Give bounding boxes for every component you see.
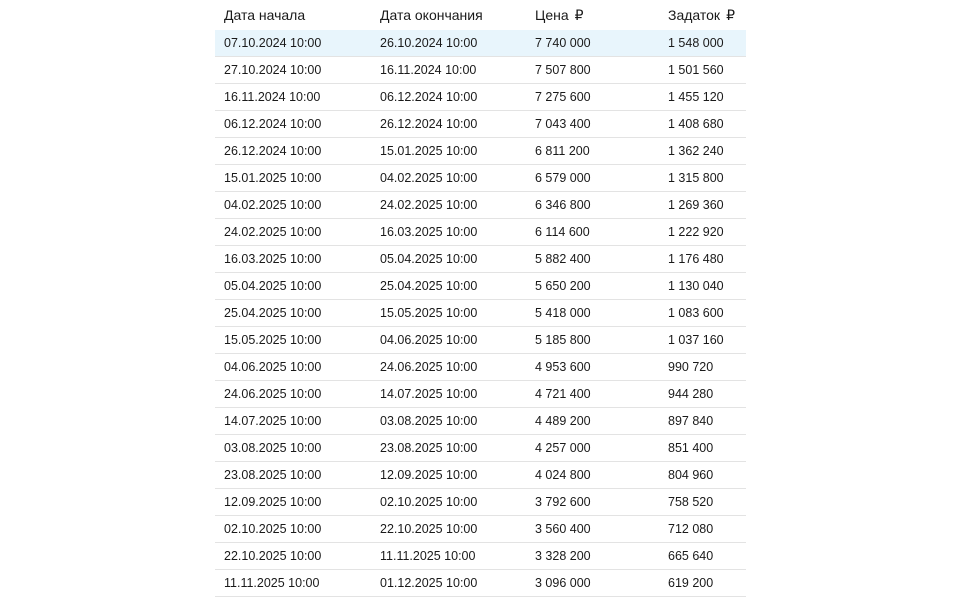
cell-end-date: 24.06.2025 10:00 — [371, 354, 526, 381]
ruble-icon: ₽ — [726, 6, 735, 23]
cell-start-date: 24.02.2025 10:00 — [215, 219, 371, 246]
header-start-date-label: Дата начала — [224, 7, 306, 23]
cell-price: 5 650 200 — [526, 273, 659, 300]
cell-price: 6 579 000 — [526, 165, 659, 192]
table-row — [215, 543, 746, 570]
cell-start-date: 27.10.2024 10:00 — [215, 57, 371, 84]
cell-price: 6 811 200 — [526, 138, 659, 165]
table-row — [215, 354, 746, 381]
cell-price: 5 185 800 — [526, 327, 659, 354]
table-body — [215, 30, 746, 597]
cell-price: 4 024 800 — [526, 462, 659, 489]
table-row — [215, 570, 746, 597]
cell-start-date: 22.10.2025 10:00 — [215, 543, 371, 570]
cell-deposit: 1 269 360 — [659, 192, 746, 219]
cell-start-date: 16.03.2025 10:00 — [215, 246, 371, 273]
cell-end-date: 16.11.2024 10:00 — [371, 57, 526, 84]
cell-deposit: 1 222 920 — [659, 219, 746, 246]
cell-price: 4 489 200 — [526, 408, 659, 435]
cell-start-date: 11.11.2025 10:00 — [215, 570, 371, 597]
cell-price: 3 792 600 — [526, 489, 659, 516]
header-deposit — [659, 0, 746, 30]
cell-deposit: 1 501 560 — [659, 57, 746, 84]
price-schedule-table-wrapper — [215, 0, 746, 597]
cell-price: 5 418 000 — [526, 300, 659, 327]
cell-deposit: 897 840 — [659, 408, 746, 435]
cell-start-date: 25.04.2025 10:00 — [215, 300, 371, 327]
cell-end-date: 26.10.2024 10:00 — [371, 30, 526, 57]
table-header — [215, 0, 746, 30]
cell-deposit: 1 408 680 — [659, 111, 746, 138]
cell-end-date: 25.04.2025 10:00 — [371, 273, 526, 300]
cell-start-date: 16.11.2024 10:00 — [215, 84, 371, 111]
table-row — [215, 408, 746, 435]
table-row — [215, 84, 746, 111]
cell-end-date: 03.08.2025 10:00 — [371, 408, 526, 435]
cell-deposit: 619 200 — [659, 570, 746, 597]
cell-price: 4 721 400 — [526, 381, 659, 408]
table-row — [215, 192, 746, 219]
cell-end-date: 12.09.2025 10:00 — [371, 462, 526, 489]
header-deposit-label: Задаток — [668, 6, 721, 23]
cell-end-date: 04.02.2025 10:00 — [371, 165, 526, 192]
cell-end-date: 24.02.2025 10:00 — [371, 192, 526, 219]
ruble-icon: ₽ — [574, 6, 584, 23]
table-row — [215, 300, 746, 327]
table-row — [215, 489, 746, 516]
cell-deposit: 665 640 — [659, 543, 746, 570]
table-row — [215, 327, 746, 354]
cell-deposit: 1 130 040 — [659, 273, 746, 300]
cell-deposit: 1 362 240 — [659, 138, 746, 165]
table-row — [215, 435, 746, 462]
cell-end-date: 26.12.2024 10:00 — [371, 111, 526, 138]
cell-start-date: 03.08.2025 10:00 — [215, 435, 371, 462]
table-row — [215, 516, 746, 543]
cell-start-date: 23.08.2025 10:00 — [215, 462, 371, 489]
cell-price: 7 275 600 — [526, 84, 659, 111]
cell-start-date: 04.06.2025 10:00 — [215, 354, 371, 381]
header-start-date — [215, 0, 371, 30]
table-row — [215, 57, 746, 84]
cell-end-date: 11.11.2025 10:00 — [371, 543, 526, 570]
cell-price: 6 114 600 — [526, 219, 659, 246]
cell-end-date: 15.05.2025 10:00 — [371, 300, 526, 327]
price-schedule-table — [215, 0, 746, 597]
cell-end-date: 06.12.2024 10:00 — [371, 84, 526, 111]
cell-price: 7 740 000 — [526, 30, 659, 57]
cell-deposit: 1 548 000 — [659, 30, 746, 57]
cell-deposit: 1 176 480 — [659, 246, 746, 273]
cell-start-date: 14.07.2025 10:00 — [215, 408, 371, 435]
table-row — [215, 246, 746, 273]
cell-end-date: 22.10.2025 10:00 — [371, 516, 526, 543]
cell-deposit: 758 520 — [659, 489, 746, 516]
table-row — [215, 219, 746, 246]
cell-price: 7 043 400 — [526, 111, 659, 138]
cell-price: 3 560 400 — [526, 516, 659, 543]
cell-start-date: 26.12.2024 10:00 — [215, 138, 371, 165]
cell-start-date: 02.10.2025 10:00 — [215, 516, 371, 543]
cell-price: 6 346 800 — [526, 192, 659, 219]
cell-start-date: 06.12.2024 10:00 — [215, 111, 371, 138]
cell-start-date: 15.01.2025 10:00 — [215, 165, 371, 192]
table-row — [215, 273, 746, 300]
table-row — [215, 381, 746, 408]
cell-deposit: 804 960 — [659, 462, 746, 489]
cell-price: 4 257 000 — [526, 435, 659, 462]
header-end-date — [371, 0, 526, 30]
cell-deposit: 712 080 — [659, 516, 746, 543]
table-row — [215, 30, 746, 57]
cell-price: 3 096 000 — [526, 570, 659, 597]
cell-end-date: 05.04.2025 10:00 — [371, 246, 526, 273]
cell-deposit: 1 315 800 — [659, 165, 746, 192]
header-end-date-label: Дата окончания — [380, 7, 483, 23]
cell-deposit: 990 720 — [659, 354, 746, 381]
cell-price: 4 953 600 — [526, 354, 659, 381]
table-row — [215, 165, 746, 192]
header-price-label: Цена — [535, 6, 569, 23]
cell-start-date: 04.02.2025 10:00 — [215, 192, 371, 219]
cell-deposit: 944 280 — [659, 381, 746, 408]
cell-end-date: 01.12.2025 10:00 — [371, 570, 526, 597]
cell-deposit: 1 083 600 — [659, 300, 746, 327]
cell-deposit: 1 455 120 — [659, 84, 746, 111]
cell-end-date: 15.01.2025 10:00 — [371, 138, 526, 165]
cell-price: 7 507 800 — [526, 57, 659, 84]
table-row — [215, 138, 746, 165]
cell-deposit: 1 037 160 — [659, 327, 746, 354]
cell-start-date: 07.10.2024 10:00 — [215, 30, 371, 57]
cell-end-date: 14.07.2025 10:00 — [371, 381, 526, 408]
cell-start-date: 12.09.2025 10:00 — [215, 489, 371, 516]
cell-end-date: 02.10.2025 10:00 — [371, 489, 526, 516]
header-price — [526, 0, 659, 30]
cell-start-date: 15.05.2025 10:00 — [215, 327, 371, 354]
table-row — [215, 462, 746, 489]
cell-price: 3 328 200 — [526, 543, 659, 570]
cell-start-date: 05.04.2025 10:00 — [215, 273, 371, 300]
cell-end-date: 23.08.2025 10:00 — [371, 435, 526, 462]
cell-end-date: 16.03.2025 10:00 — [371, 219, 526, 246]
cell-end-date: 04.06.2025 10:00 — [371, 327, 526, 354]
cell-deposit: 851 400 — [659, 435, 746, 462]
cell-start-date: 24.06.2025 10:00 — [215, 381, 371, 408]
header-row — [215, 0, 746, 30]
table-row — [215, 111, 746, 138]
cell-price: 5 882 400 — [526, 246, 659, 273]
